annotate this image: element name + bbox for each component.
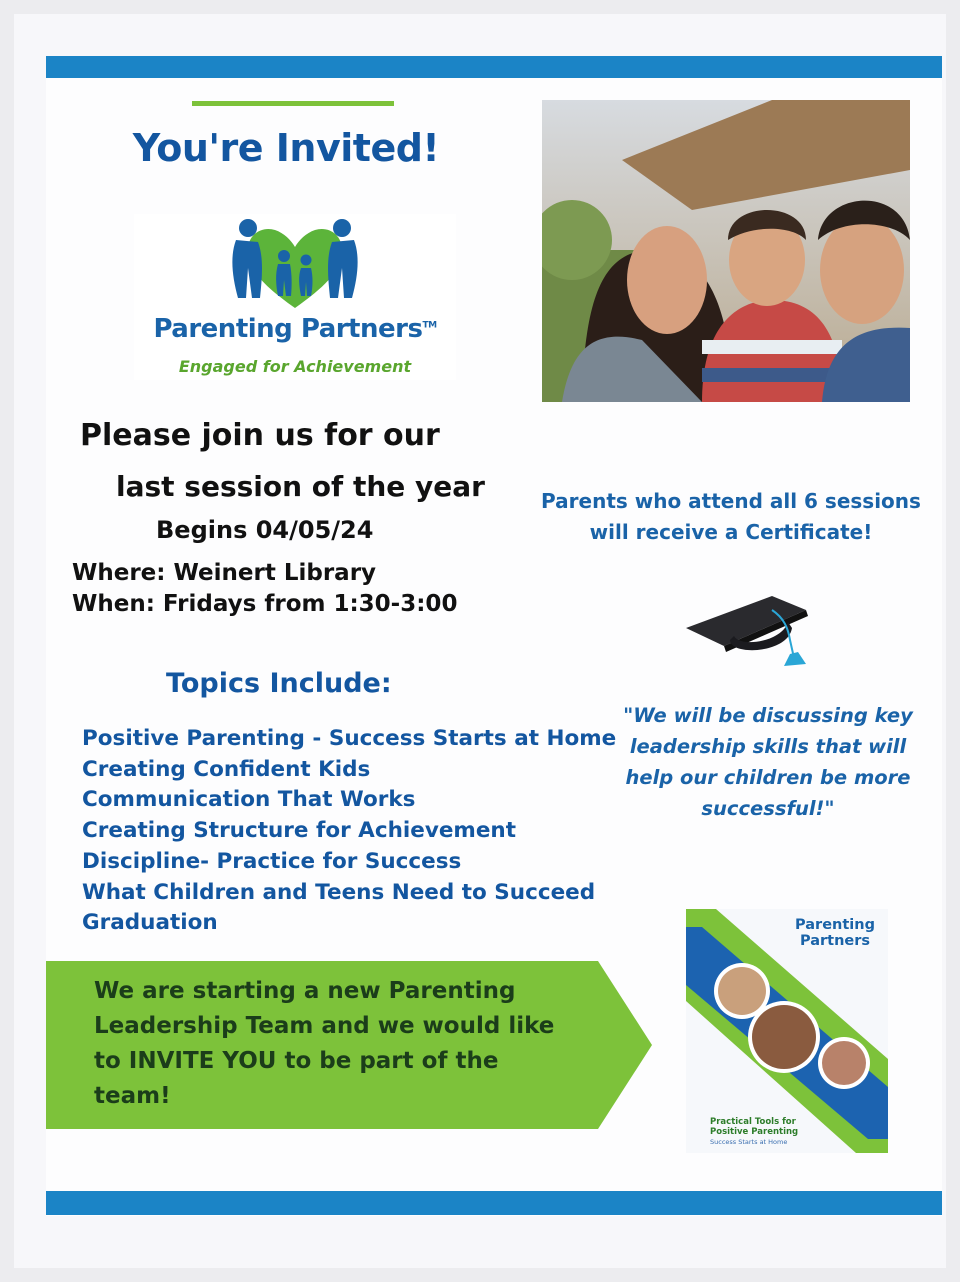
quote-line-4: successful!" [701, 797, 835, 820]
quote-line-3: help our children be more [625, 766, 911, 789]
family-heart-logo-icon [228, 216, 362, 316]
where-line: Where: Weinert Library [72, 560, 377, 586]
book-tagline: Success Starts at Home [710, 1138, 788, 1146]
book-cover [686, 909, 888, 1153]
certificate-note [526, 486, 936, 548]
invite-line-1: We are starting a new Parenting [94, 978, 516, 1004]
topic-item: Discipline- Practice for Success [82, 848, 462, 874]
topic-item: Creating Confident Kids [82, 756, 371, 782]
quote-line-1: "We will be discussing key [623, 704, 913, 727]
green-divider [192, 101, 394, 106]
bottom-blue-bar [46, 1191, 942, 1215]
family-photo [542, 100, 910, 402]
book-subtitle [710, 1117, 798, 1137]
topic-item: Creating Structure for Achievement [82, 818, 516, 844]
topics-heading: Topics Include: [166, 668, 392, 699]
logo-tagline: Engaged for Achievement [178, 357, 412, 376]
top-blue-bar [46, 56, 942, 78]
book-title-line-2: Partners [799, 933, 871, 949]
invite-line-3: to INVITE YOU to be part of the [94, 1048, 499, 1074]
join-line-1: Please join us for our [80, 418, 440, 453]
when-line: When: Fridays from 1:30-3:00 [72, 591, 458, 617]
graduation-cap-icon [684, 588, 844, 668]
logo-name: Parenting Partners™ [153, 314, 437, 344]
certificate-line-2: will receive a Certificate! [589, 520, 873, 544]
topic-item: Graduation [82, 910, 218, 936]
invite-line-4: team! [94, 1083, 171, 1109]
topic-item: What Children and Teens Need to Succeed [82, 879, 596, 905]
book-subtitle-line-1: Practical Tools for [710, 1117, 796, 1127]
topic-item: Communication That Works [82, 787, 416, 813]
book-title-line-1: Parenting [795, 917, 875, 933]
invite-banner-text [94, 974, 594, 1114]
book-subtitle-line-2: Positive Parenting [710, 1127, 799, 1137]
book-title [782, 917, 888, 949]
join-line-2: last session of the year [116, 470, 485, 503]
topics-list [82, 724, 616, 939]
begins-date: Begins 04/05/24 [156, 516, 374, 544]
certificate-line-1: Parents who attend all 6 sessions [541, 489, 921, 513]
quote-line-2: leadership skills that will [629, 735, 907, 758]
flyer [46, 56, 942, 1216]
page-background [14, 14, 946, 1268]
invite-line-2: Leadership Team and we would like [94, 1013, 555, 1039]
invited-heading: You're Invited! [132, 126, 440, 170]
parenting-partners-logo [134, 214, 456, 380]
topic-item: Positive Parenting - Success Starts at Home [82, 726, 617, 751]
leadership-quote [612, 700, 924, 824]
